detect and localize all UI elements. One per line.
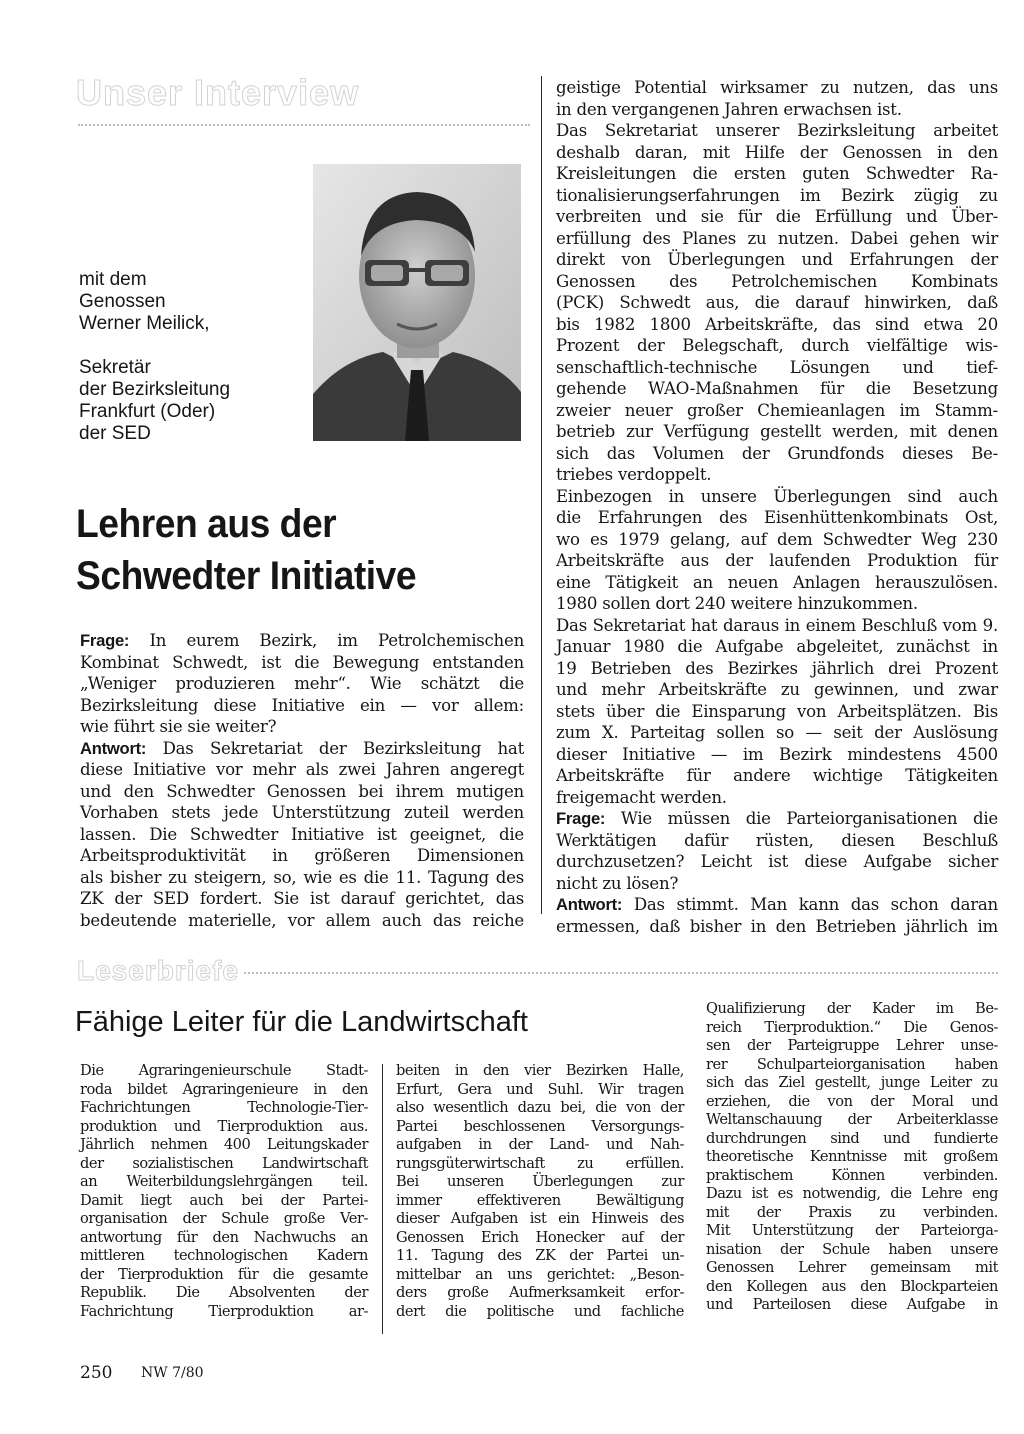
line-text: dieser Initiative — im Bezirk mindestens 4500 (556, 744, 998, 764)
text-line (706, 1167, 998, 1186)
line-text: Prozent der Belegschaft, durch vielfältige wis- (556, 336, 998, 355)
text-line (556, 357, 998, 379)
line-text: der Tierproduktion für die gesamte (80, 1265, 368, 1283)
line-text: deshalb daran, mit Hilfe der Genossen in den (556, 142, 998, 162)
text-line (396, 1062, 684, 1081)
text-line (706, 1000, 998, 1019)
text-line (396, 1118, 684, 1137)
text-line (706, 1278, 998, 1297)
text-line (556, 292, 998, 314)
letters-column-2 (396, 1062, 684, 1321)
text-line (706, 1074, 998, 1093)
line-text: und Parteilosen diese Aufgabe in (706, 1296, 998, 1313)
text-line (706, 1019, 998, 1038)
text-line (396, 1155, 684, 1174)
text-line (80, 759, 524, 781)
line-text: Bezirksleitung diese Initiative ein — vor allem: (80, 695, 524, 715)
meta-line: Werner Meilick, (79, 313, 210, 334)
text-line (80, 695, 524, 717)
line-text: rer Schulparteiorganisation haben (706, 1055, 998, 1073)
interview-headline (76, 498, 416, 602)
text-line (556, 335, 998, 357)
line-text: den Kollegen aus den Blockparteien (706, 1277, 998, 1295)
text-line (706, 1259, 998, 1278)
line-text: Dazu ist es notwendig, die Lehre eng (706, 1185, 998, 1202)
portrait-illustration (313, 164, 521, 441)
text-line (556, 529, 998, 551)
line-text: immer effektiveren Bewältigung (396, 1191, 684, 1209)
line-text: sich das Ziel gestellt, junge Leiter zu (706, 1074, 998, 1091)
text-line (80, 845, 524, 867)
text-line (556, 77, 998, 99)
meta-line: der Bezirksleitung (79, 379, 231, 400)
meta-line: der SED (79, 423, 151, 444)
text-line (556, 249, 998, 271)
text-line (396, 1210, 684, 1229)
line-text: nisation der Schule haben unsere (706, 1240, 998, 1258)
text-line (556, 744, 998, 766)
text-line (556, 142, 998, 164)
letters-headline: Fähige Leiter für die Landwirtschaft (75, 1006, 528, 1038)
text-line (80, 1081, 368, 1100)
meta-line: Frankfurt (Oder) (79, 401, 216, 422)
text-line (706, 1148, 998, 1167)
line-text: erfüllung des Planes zu nutzen. Dabei gehen wir (556, 228, 998, 248)
text-line (80, 1229, 368, 1248)
text-line (556, 507, 998, 529)
line-text: freigemacht werden. (556, 787, 727, 807)
rubric-dotted-rule (78, 124, 530, 126)
line-text: stets über die Einsparung von Arbeitsplätzen. Bis (556, 701, 998, 721)
line-text: sich das Volumen der Grundfonds dieses Be- (556, 443, 998, 463)
line-text: Fachrichtung Tierproduktion ar- (80, 1302, 368, 1320)
text-line (706, 1296, 998, 1315)
line-text: und mehr Arbeitskräfte zu gewinnen, und zwar (556, 680, 998, 699)
text-line (556, 400, 998, 422)
text-line (80, 1062, 368, 1081)
portrait-photo (313, 164, 521, 441)
line-text: Fachrichtungen Technologie-Tier- (80, 1099, 368, 1116)
text-line (80, 1136, 368, 1155)
line-text: Vorhaben stets jede Unterstützung zuteil werden (80, 803, 524, 822)
text-line (556, 658, 998, 680)
letters-column-1 (80, 1062, 368, 1321)
line-text: zweier neuer großer Chemieanlagen im Stamm- (556, 400, 998, 420)
line-text: dert die politische und fachliche (396, 1302, 684, 1320)
text-line (706, 1222, 998, 1241)
line-text: Genossen Lehrer gemeinsam mit (706, 1259, 998, 1276)
interview-meta (79, 269, 230, 445)
lead-label: Frage: (556, 809, 606, 828)
line-text: tionalisierungserfahrungen im Bezirk zügig zu (556, 185, 998, 205)
line-text: Republik. Die Absolventen der (80, 1284, 368, 1301)
line-text: antwortung für den Nachwuchs an (80, 1228, 368, 1246)
text-line (80, 738, 524, 760)
line-text: Wie müssen die Parteiorganisationen die (620, 809, 998, 828)
text-line (396, 1284, 684, 1303)
meta-line: Genossen (79, 291, 166, 312)
text-line (80, 1118, 368, 1137)
text-line (556, 851, 998, 873)
line-text: senschaftlich-technische Lösungen und tief- (556, 357, 998, 377)
line-text: Arbeitskräfte aus der laufenden Produktion für (556, 551, 998, 570)
line-text: 1980 sollen dort 240 weitere hinzukommen. (556, 594, 918, 613)
text-line (556, 421, 998, 443)
headline-line: Lehren aus der (76, 502, 337, 546)
text-line (80, 1173, 368, 1192)
text-line (556, 679, 998, 701)
text-line (556, 701, 998, 723)
text-line (556, 830, 998, 852)
line-text: bedeutende materielle, vor allem auch das reiche (80, 910, 524, 930)
text-line (556, 808, 998, 830)
text-line (396, 1099, 684, 1118)
line-text: bis 1982 1800 Arbeitskräfte, das sind etwa 20 (556, 314, 998, 334)
line-text: in den vergangenen Jahren erwachsen ist. (556, 99, 902, 119)
text-line (80, 867, 524, 889)
line-text: Genossen des Petrolchemischen Kombinats (556, 271, 998, 291)
text-line (556, 873, 998, 895)
text-line (80, 824, 524, 846)
text-line (556, 314, 998, 336)
text-line (556, 99, 998, 121)
line-text: Einbezogen in unsere Überlegungen sind auch (556, 486, 998, 506)
line-text: diese Initiative vor mehr als zwei Jahren angeregt (80, 760, 524, 779)
line-text: Mit Unterstützung der Parteiorga- (706, 1222, 998, 1239)
headline-line: Schwedter Initiative (76, 554, 417, 598)
line-text: 11. Tagung des ZK der Partei un- (396, 1247, 684, 1264)
text-line (556, 572, 998, 594)
line-text: produktion und Tierproduktion aus. (80, 1117, 368, 1135)
text-line (80, 652, 524, 674)
text-line (556, 163, 998, 185)
text-line (556, 636, 998, 658)
text-line (556, 228, 998, 250)
line-text: Partei beschlossenen Versorgungs- (396, 1117, 684, 1135)
text-line (80, 1284, 368, 1303)
column-rule (382, 1064, 383, 1334)
text-line (706, 1037, 998, 1056)
line-text: durchzusetzen? Leicht ist diese Aufgabe sicher (556, 852, 998, 871)
text-line (556, 593, 998, 615)
text-line (556, 894, 998, 916)
line-text: und den Schwedter Genossen bei ihrem mutigen (80, 781, 524, 801)
lead-label: Antwort: (556, 895, 623, 914)
text-line (706, 1241, 998, 1260)
line-text: also wesentlich dazu bei, die von der (396, 1099, 684, 1116)
line-text: reich Tierproduktion.“ Die Genos- (706, 1018, 998, 1036)
line-text: Erfurt, Gera und Suhl. Wir tragen (396, 1080, 684, 1098)
text-line (80, 1303, 368, 1322)
line-text: praktischem Können verbinden. (706, 1166, 998, 1184)
text-line (706, 1093, 998, 1112)
text-line (80, 630, 524, 652)
line-text: Kombinat Schwedt, ist die Bewegung entstanden (80, 652, 524, 672)
line-text: dieser Aufgaben ist ein Hinweis des (396, 1210, 684, 1227)
issue-label: NW 7/80 (141, 1365, 204, 1381)
meta-line: Sekretär (79, 357, 151, 378)
line-text: wo es 1979 gelang, auf dem Schwedter Weg 230 (556, 529, 998, 549)
line-text: Werktätigen dafür rüsten, diesen Beschluß (556, 830, 998, 850)
lead-label: Frage: (80, 631, 130, 650)
text-line (556, 722, 998, 744)
text-line (80, 716, 524, 738)
line-text: mittleren technologischen Kadern (80, 1247, 368, 1264)
text-line (80, 910, 524, 932)
line-text: Das Sekretariat der Bezirksleitung hat (162, 738, 524, 758)
text-line (80, 888, 524, 910)
line-text: aufgaben in der Land- und Nah- (396, 1136, 684, 1153)
line-text: Arbeitsproduktivität in größeren Dimensionen (80, 846, 524, 865)
line-text: Arbeitskräfte für andere wichtige Tätigkeiten (556, 766, 998, 785)
text-line (556, 550, 998, 572)
text-line (706, 1056, 998, 1075)
line-text: mittelbar an uns gerichtet: „Beson- (396, 1265, 684, 1283)
text-line (556, 206, 998, 228)
text-line (556, 486, 998, 508)
line-text: lassen. Die Schwedter Initiative ist geeignet, die (80, 824, 524, 844)
line-text: die Erfahrungen des Eisenhüttenkombinats Ost, (556, 508, 998, 527)
meta-line: mit dem (79, 269, 147, 290)
text-line (556, 271, 998, 293)
text-line (556, 443, 998, 465)
column-rule (541, 76, 542, 914)
interview-column-2 (556, 77, 998, 937)
line-text: ders große Aufmerksamkeit erfor- (396, 1284, 684, 1301)
line-text: Das Sekretariat hat daraus in einem Beschluß vom 9. (556, 615, 998, 635)
line-text: Bei unseren Überlegungen zur (396, 1173, 684, 1190)
text-line (80, 1266, 368, 1285)
line-text: Genossen Erich Honecker auf der (396, 1228, 684, 1246)
line-text: Die Agraringenieurschule Stadt- (80, 1062, 368, 1079)
text-line (706, 1130, 998, 1149)
text-line (556, 464, 998, 486)
line-text: Januar 1980 die Aufgabe abgeleitet, zunächst in (556, 637, 998, 656)
text-line (80, 781, 524, 803)
letters-column-3 (706, 1000, 998, 1315)
line-text: direkt von Überlegungen und Erfahrungen der (556, 250, 998, 269)
text-line (556, 615, 998, 637)
line-text: beiten in den vier Bezirken Halle, (396, 1062, 684, 1079)
line-text: Kreisleitungen die ersten guten Schwedter Ra- (556, 164, 998, 183)
line-text: wie führt sie sie weiter? (80, 717, 277, 736)
text-line (396, 1192, 684, 1211)
line-text: sen der Parteigruppe Lehrer unse- (706, 1037, 998, 1054)
line-text: betrieb zur Verfügung gestellt werden, mit denen (556, 422, 998, 441)
line-text: rungsgüterwirtschaft zu erfüllen. (396, 1154, 684, 1172)
text-line (556, 185, 998, 207)
text-line (706, 1204, 998, 1223)
text-line (396, 1247, 684, 1266)
line-text: Das stimmt. Man kann das schon daran (633, 895, 998, 914)
page-number: 250 (80, 1363, 113, 1383)
rubric-dotted-rule (244, 972, 998, 974)
text-line (396, 1266, 684, 1285)
text-line (80, 673, 524, 695)
text-line (556, 765, 998, 787)
line-text: „Weniger produzieren mehr“. Wie schätzt die (80, 674, 524, 693)
text-line (80, 1099, 368, 1118)
line-text: In eurem Bezirk, im Petrolchemischen (149, 631, 525, 650)
line-text: gehende WAO-Maßnahmen für die Besetzung (556, 379, 998, 398)
text-line (80, 1247, 368, 1266)
line-text: eine Tätigkeit an neuen Anlagen herauszulösen. (556, 572, 998, 592)
line-text: (PCK) Schwedt aus, die darauf hinwirken, daß (556, 293, 998, 312)
text-line (396, 1136, 684, 1155)
line-text: Damit liegt auch bei der Partei- (80, 1191, 368, 1209)
text-line (396, 1081, 684, 1100)
text-line (396, 1229, 684, 1248)
line-text: durchdrungen sind und fundierte (706, 1129, 998, 1147)
line-text: geistige Potential wirksamer zu nutzen, das uns (556, 78, 998, 97)
line-text: zum X. Parteitag sollen so — seit der Auslösung (556, 723, 998, 742)
text-line (556, 378, 998, 400)
line-text: organisation der Schule große Ver- (80, 1210, 368, 1227)
text-line (80, 1192, 368, 1211)
text-line (80, 1155, 368, 1174)
text-line (80, 1210, 368, 1229)
line-text: Qualifizierung der Kader im Be- (706, 1000, 998, 1017)
text-line (556, 787, 998, 809)
text-line (396, 1303, 684, 1322)
text-line (80, 802, 524, 824)
text-line (706, 1111, 998, 1130)
line-text: roda bildet Agraringenieure in den (80, 1080, 368, 1098)
line-text: theoretische Kenntnisse mit großem (706, 1148, 998, 1165)
line-text: nicht zu lösen? (556, 873, 679, 893)
line-text: an Weiterbildungslehrgängen teil. (80, 1173, 368, 1190)
line-text: triebes verdoppelt. (556, 465, 712, 484)
text-line (706, 1185, 998, 1204)
interview-column-1 (80, 630, 524, 931)
line-text: Jährlich nehmen 400 Leitungskader (80, 1136, 368, 1153)
line-text: mit der Praxis zu verbinden. (706, 1203, 998, 1221)
line-text: ZK der SED fordert. Sie ist darauf gerichtet, das (80, 889, 524, 908)
line-text: Das Sekretariat unserer Bezirksleitung arbeitet (556, 121, 998, 140)
line-text: ermessen, daß bisher in den Betrieben jährlich im (556, 916, 998, 936)
line-text: erziehen, die von der Moral und (706, 1092, 998, 1110)
text-line (396, 1173, 684, 1192)
line-text: 19 Betrieben des Bezirkes jährlich drei Prozent (556, 658, 998, 678)
line-text: Weltanschauung der Arbeiterklasse (706, 1111, 998, 1128)
lead-label: Antwort: (80, 738, 147, 758)
text-line (556, 120, 998, 142)
line-text: der sozialistischen Landwirtschaft (80, 1154, 368, 1172)
rubric-unser-interview: Unser Interview (76, 72, 360, 113)
line-text: verbreiten und sie für die Erfüllung und Über- (556, 207, 998, 226)
text-line (556, 916, 998, 938)
rubric-leserbriefe: Leserbriefe (77, 955, 239, 986)
line-text: als bisher zu steigern, so, wie es die 11. Tagung des (80, 867, 524, 887)
